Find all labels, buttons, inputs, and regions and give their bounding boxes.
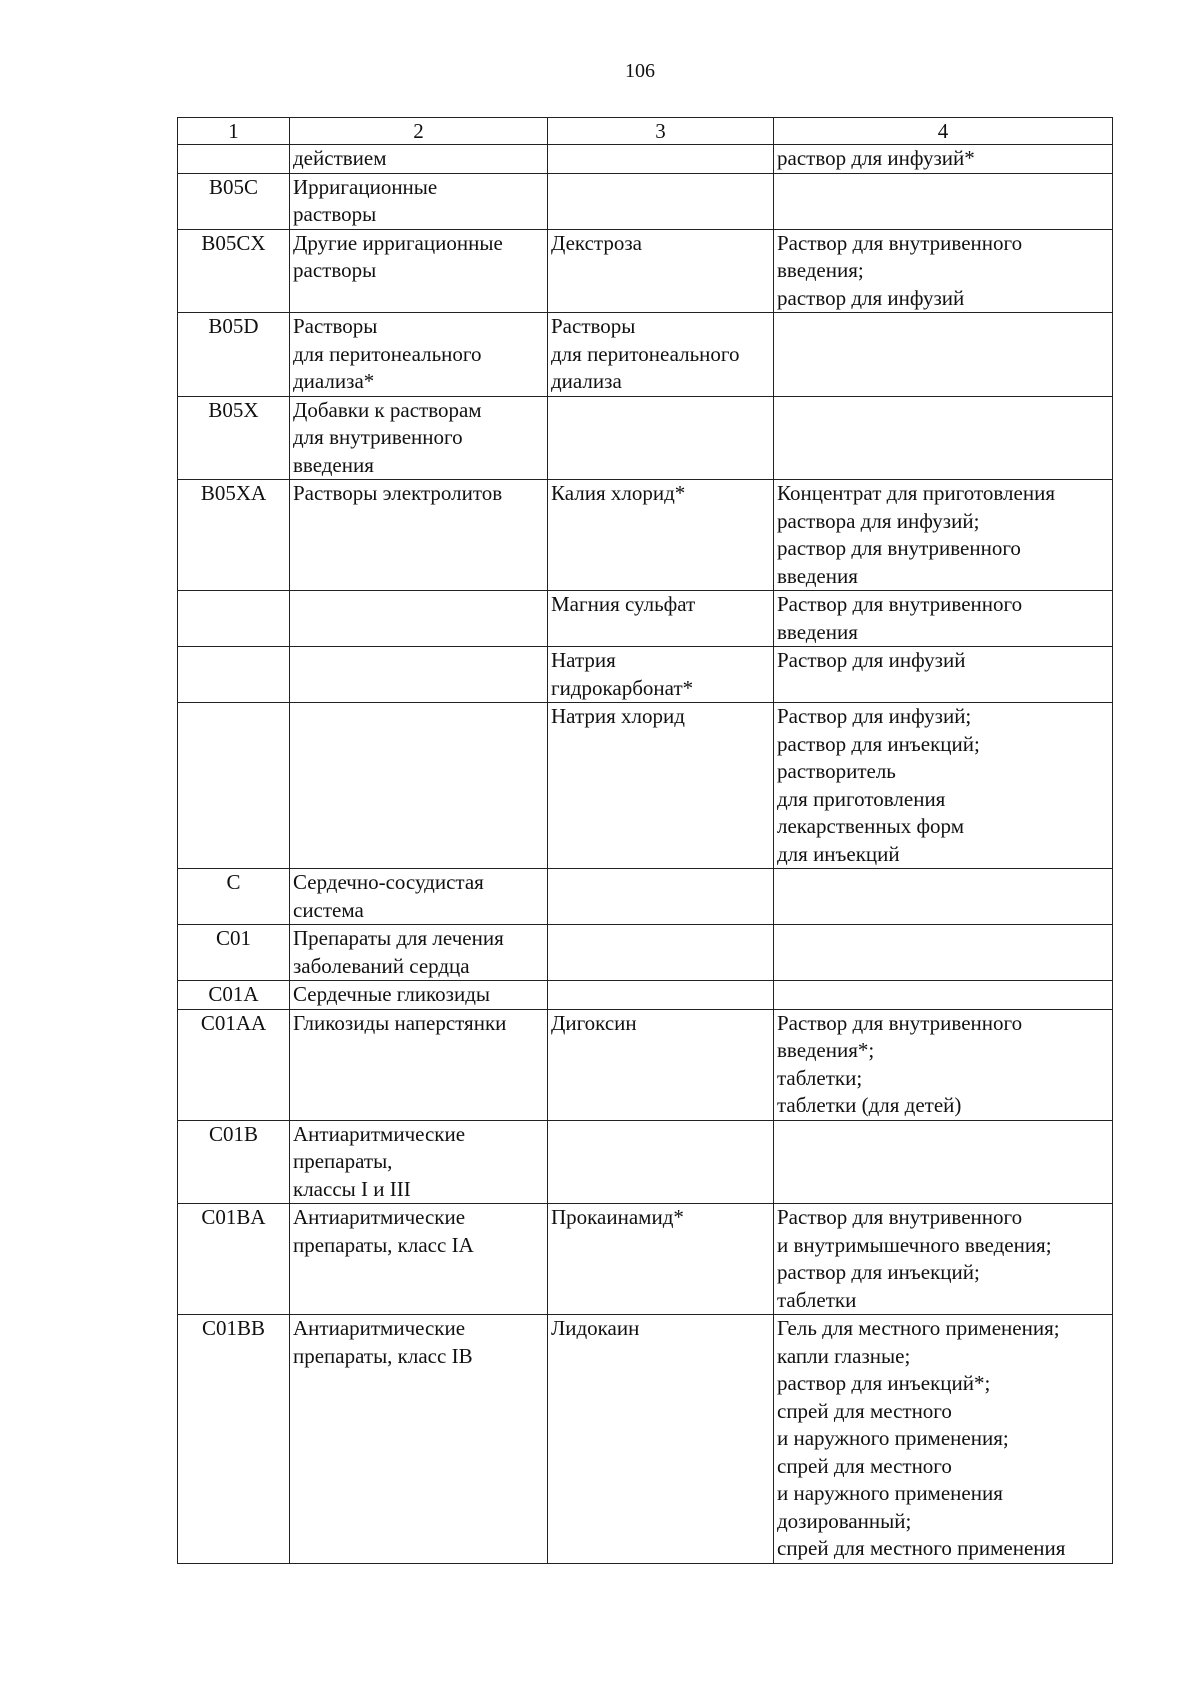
drug-name-cell: Магния сульфат [548, 591, 774, 647]
dosage-form-cell: Раствор для внутривенного введения [774, 591, 1113, 647]
drug-table [177, 117, 1113, 1564]
table-row [178, 173, 1113, 229]
atc-code-cell [178, 145, 290, 174]
dosage-form-cell [774, 925, 1113, 981]
group-name-cell: Гликозиды наперстянки [290, 1009, 548, 1120]
group-name-cell [290, 647, 548, 703]
header-cell-4: 4 [774, 118, 1113, 145]
dosage-form-cell [774, 869, 1113, 925]
drug-name-cell: Растворы для перитонеального диализа [548, 313, 774, 397]
group-name-cell [290, 591, 548, 647]
drug-name-cell [548, 396, 774, 480]
table-row [178, 925, 1113, 981]
atc-code-cell: C01B [178, 1120, 290, 1204]
atc-code-cell [178, 703, 290, 869]
drug-name-cell: Дигоксин [548, 1009, 774, 1120]
group-name-cell: Антиаритмические препараты, класс IB [290, 1315, 548, 1564]
drug-name-cell [548, 981, 774, 1010]
atc-code-cell: B05CX [178, 229, 290, 313]
dosage-form-cell: Раствор для инфузий [774, 647, 1113, 703]
header-row [178, 118, 1113, 145]
table-row [178, 981, 1113, 1010]
atc-code-cell: C01AA [178, 1009, 290, 1120]
atc-code-cell: B05D [178, 313, 290, 397]
drug-name-cell: Натрия гидрокарбонат* [548, 647, 774, 703]
atc-code-cell: C01BA [178, 1204, 290, 1315]
dosage-form-cell: раствор для инфузий* [774, 145, 1113, 174]
dosage-form-cell: Раствор для внутривенного введения*; таблетки; таблетки (для детей) [774, 1009, 1113, 1120]
atc-code-cell: C [178, 869, 290, 925]
table-row [178, 145, 1113, 174]
atc-code-cell [178, 647, 290, 703]
atc-code-cell: C01A [178, 981, 290, 1010]
group-name-cell: Ирригационные растворы [290, 173, 548, 229]
drug-name-cell: Декстроза [548, 229, 774, 313]
drug-name-cell [548, 869, 774, 925]
group-name-cell [290, 703, 548, 869]
table-row [178, 480, 1113, 591]
group-name-cell: Антиаритмические препараты, класс IA [290, 1204, 548, 1315]
table-row [178, 1204, 1113, 1315]
header-cell-2: 2 [290, 118, 548, 145]
table-row [178, 591, 1113, 647]
dosage-form-cell [774, 1120, 1113, 1204]
dosage-form-cell [774, 981, 1113, 1010]
drug-name-cell: Калия хлорид* [548, 480, 774, 591]
drug-name-cell: Лидокаин [548, 1315, 774, 1564]
table-row [178, 313, 1113, 397]
dosage-form-cell: Гель для местного применения; капли глазные; раствор для инъекций*; спрей для местного и наружного применения; спрей для местного и наружного применения дозированный; спрей для местного применения [774, 1315, 1113, 1564]
table-row [178, 647, 1113, 703]
group-name-cell: Антиаритмические препараты, классы I и III [290, 1120, 548, 1204]
table-row [178, 703, 1113, 869]
page-number: 106 [625, 60, 655, 82]
header-cell-1: 1 [178, 118, 290, 145]
atc-code-cell: B05C [178, 173, 290, 229]
group-name-cell: Другие ирригационные растворы [290, 229, 548, 313]
dosage-form-cell [774, 313, 1113, 397]
drug-name-cell [548, 925, 774, 981]
group-name-cell: Растворы электролитов [290, 480, 548, 591]
dosage-form-cell: Концентрат для приготовления раствора для инфузий; раствор для внутривенного введения [774, 480, 1113, 591]
dosage-form-cell [774, 396, 1113, 480]
group-name-cell: Добавки к растворам для внутривенного введения [290, 396, 548, 480]
table-row [178, 229, 1113, 313]
group-name-cell: Сердечные гликозиды [290, 981, 548, 1010]
drug-name-cell: Натрия хлорид [548, 703, 774, 869]
table-row [178, 1009, 1113, 1120]
group-name-cell: Растворы для перитонеального диализа* [290, 313, 548, 397]
table-row [178, 396, 1113, 480]
atc-code-cell: B05X [178, 396, 290, 480]
dosage-form-cell: Раствор для внутривенного и внутримышечного введения; раствор для инъекций; таблетки [774, 1204, 1113, 1315]
group-name-cell: Препараты для лечения заболеваний сердца [290, 925, 548, 981]
group-name-cell: Сердечно-сосудистая система [290, 869, 548, 925]
drug-name-cell: Прокаинамид* [548, 1204, 774, 1315]
dosage-form-cell: Раствор для внутривенного введения; раствор для инфузий [774, 229, 1113, 313]
table-row [178, 1120, 1113, 1204]
dosage-form-cell: Раствор для инфузий; раствор для инъекций; растворитель для приготовления лекарственных форм для инъекций [774, 703, 1113, 869]
atc-code-cell: C01BB [178, 1315, 290, 1564]
table-row [178, 869, 1113, 925]
group-name-cell: действием [290, 145, 548, 174]
atc-code-cell: B05XA [178, 480, 290, 591]
drug-name-cell [548, 173, 774, 229]
drug-name-cell [548, 145, 774, 174]
atc-code-cell: C01 [178, 925, 290, 981]
table-body [178, 118, 1113, 1564]
header-cell-3: 3 [548, 118, 774, 145]
table-row [178, 1315, 1113, 1564]
drug-name-cell [548, 1120, 774, 1204]
dosage-form-cell [774, 173, 1113, 229]
atc-code-cell [178, 591, 290, 647]
